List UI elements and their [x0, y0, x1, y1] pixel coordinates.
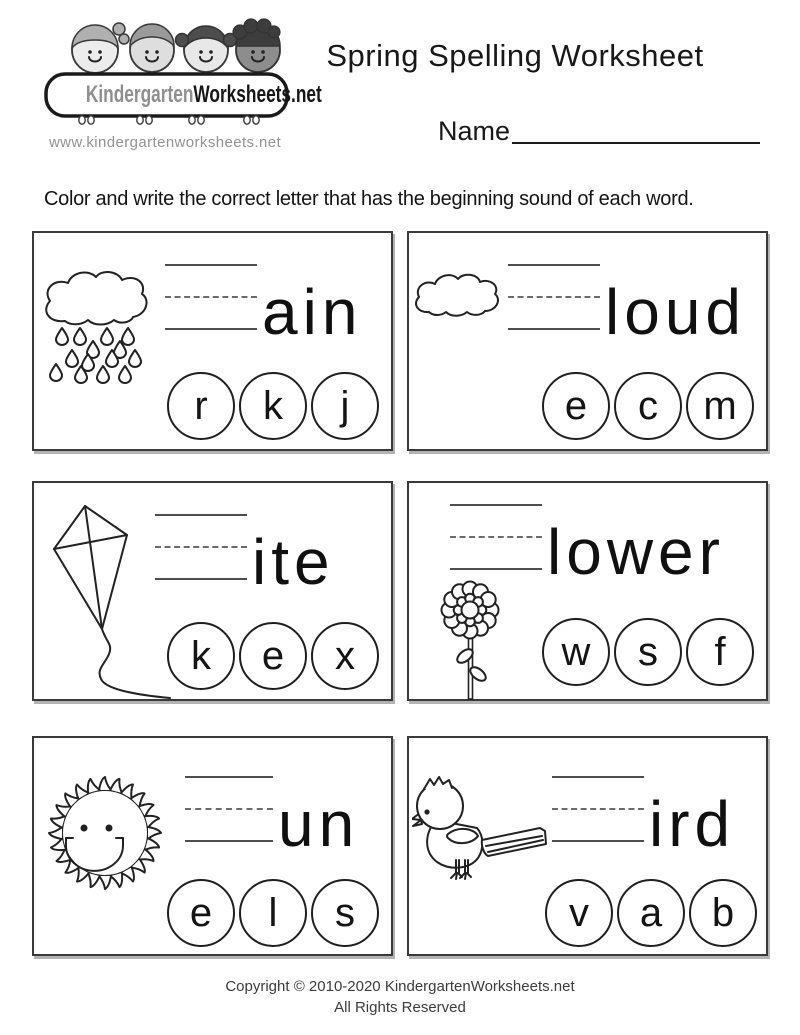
letter-choice	[545, 879, 613, 947]
bird-icon	[412, 776, 552, 884]
letter-choice	[311, 879, 379, 947]
choice-letter: c	[638, 383, 658, 428]
letter-choices	[167, 622, 379, 690]
letter-choices	[167, 879, 379, 947]
letter-choice	[686, 618, 754, 686]
logo-url: www.kindergartenworksheets.net	[48, 134, 282, 151]
word-ending: ird	[649, 788, 736, 860]
site-logo	[40, 12, 322, 162]
guide-line-top	[508, 264, 600, 266]
choice-letter: b	[711, 890, 735, 935]
guide-line-top	[450, 504, 542, 506]
guide-line-bottom	[155, 578, 247, 580]
instruction-text: Color and write the correct letter that has the beginning sound of each word.	[44, 188, 694, 210]
footer	[0, 976, 800, 1018]
rights-text: All Rights Reserved	[334, 999, 466, 1016]
writing-area	[155, 514, 335, 598]
name-label: Name	[438, 116, 511, 146]
sun-icon	[47, 776, 163, 892]
guide-line-bottom	[508, 328, 600, 330]
choice-letter: e	[261, 633, 285, 678]
copyright-text: Copyright © 2010-2020 KindergartenWorksheets.net	[225, 978, 575, 995]
exercise-card-rain	[32, 231, 393, 451]
choice-letter: s	[335, 890, 355, 935]
letter-choices	[542, 372, 754, 440]
letter-choice	[686, 372, 754, 440]
letter-choice	[167, 879, 235, 947]
exercise-card-cloud	[407, 231, 768, 451]
handwriting-guide-lines	[165, 264, 257, 330]
word-ending: un	[278, 788, 360, 860]
handwriting-guide-lines	[508, 264, 600, 330]
letter-choice	[689, 879, 757, 947]
guide-line-middle-dashed	[552, 808, 644, 810]
word-ending: ite	[252, 526, 335, 598]
rain-icon	[39, 269, 151, 384]
choice-letter: w	[561, 629, 591, 674]
exercise-card-bird	[407, 736, 768, 956]
writing-area	[165, 264, 363, 348]
letter-choice	[167, 622, 235, 690]
choice-letter: a	[639, 890, 663, 935]
logo-text-black: Worksheets.net	[193, 81, 322, 108]
letter-choice	[542, 372, 610, 440]
guide-line-top	[185, 776, 273, 778]
guide-line-middle-dashed	[155, 546, 247, 548]
writing-area	[185, 776, 360, 860]
choice-letter: r	[194, 383, 208, 428]
logo-text-gray: Kindergarten	[85, 81, 194, 108]
page-title: Spring Spelling Worksheet	[326, 38, 704, 73]
exercise-card-sun	[32, 736, 393, 956]
writing-area	[450, 504, 725, 588]
choice-letter: l	[268, 890, 278, 935]
logo-wordmark	[40, 75, 322, 115]
exercise-grid	[32, 231, 768, 956]
flower-icon	[435, 579, 510, 701]
guide-line-middle-dashed	[508, 296, 600, 298]
letter-choice	[542, 618, 610, 686]
letter-choice	[239, 879, 307, 947]
word-ending: lower	[547, 516, 725, 588]
letter-choices	[542, 618, 754, 686]
letter-choice	[167, 372, 235, 440]
guide-line-top	[552, 776, 644, 778]
handwriting-guide-lines	[155, 514, 247, 580]
letter-choice	[614, 372, 682, 440]
letter-choice	[311, 372, 379, 440]
exercise-card-kite	[32, 481, 393, 701]
choice-letter: x	[335, 633, 355, 678]
choice-letter: k	[191, 633, 211, 678]
choice-letter: f	[714, 629, 726, 674]
letter-choice	[239, 372, 307, 440]
handwriting-guide-lines	[450, 504, 542, 570]
letter-choice	[239, 622, 307, 690]
choice-letter: v	[569, 890, 589, 935]
exercise-card-flower	[407, 481, 768, 701]
guide-line-middle-dashed	[450, 536, 542, 538]
writing-area	[508, 264, 746, 348]
guide-line-top	[165, 264, 257, 266]
name-field	[438, 116, 760, 147]
guide-line-bottom	[185, 840, 273, 842]
letter-choice	[617, 879, 685, 947]
choice-letter: e	[189, 890, 213, 935]
letter-choice	[614, 618, 682, 686]
choice-letter: s	[638, 629, 658, 674]
letter-choices	[167, 372, 379, 440]
guide-line-middle-dashed	[185, 808, 273, 810]
cloud-icon	[411, 272, 503, 320]
choice-letter: k	[263, 383, 283, 428]
guide-line-bottom	[552, 840, 644, 842]
word-ending: ain	[262, 276, 363, 348]
handwriting-guide-lines	[185, 776, 273, 842]
handwriting-guide-lines	[552, 776, 644, 842]
name-blank-line	[512, 142, 760, 144]
guide-line-bottom	[450, 568, 542, 570]
letter-choice	[311, 622, 379, 690]
choice-letter: m	[703, 383, 737, 428]
guide-line-middle-dashed	[165, 296, 257, 298]
writing-area	[552, 776, 736, 860]
letter-choices	[545, 879, 757, 947]
word-ending: loud	[605, 276, 746, 348]
choice-letter: e	[564, 383, 588, 428]
guide-line-bottom	[165, 328, 257, 330]
choice-letter: j	[340, 383, 350, 428]
guide-line-top	[155, 514, 247, 516]
